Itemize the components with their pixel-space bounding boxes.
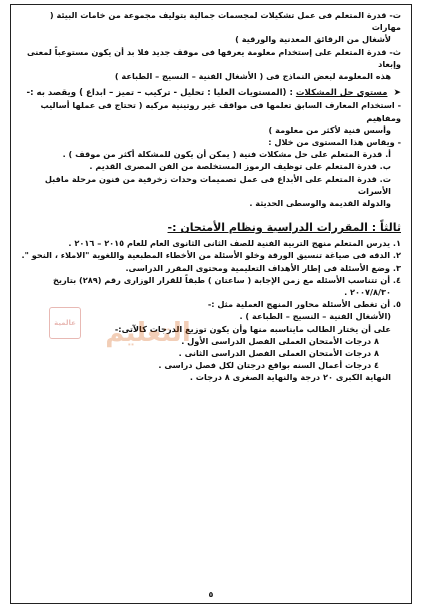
watermark-logo [49, 307, 81, 339]
section-title: ثالثاً : المقررات الدراسية ونظام الأمتحان :- [167, 221, 401, 235]
grade-item: ٨ درجات الأمتحان العملى الفصل الدراسى الأول . [181, 335, 379, 346]
numbered-item: ٢. الدقه فى صياغة تنسيق الورقة وخلو الأسئلة من الأخطاء المطبعية واللغوية "الاملاء ، النحو ". [21, 250, 401, 261]
paragraph-line: - استخدام المعارف السابق تعلمها فى مواقف غير روتينية مركبه ( تحتاج فى عملها أساليب ومفاهيم [40, 100, 401, 123]
numbered-item: ٤. أن تتناسب الأسئله مع زمن الإجابة ( ساعتان ) طبقاً للقرار الوزارى رقم (٢٨٩) بتاريخ [52, 274, 401, 285]
arrow-bullet-icon: ➤ [393, 88, 401, 99]
page-number: ٥ [208, 589, 214, 599]
paragraph-line: هذه المعلومة لبعض النماذج فى ( الأشغال الفنية – النسيج – الطباعة ) [114, 71, 391, 82]
list-item: ب. قدرة المتعلم على توظيف الرموز المستخلصة من الفن المصرى القديم . [89, 161, 391, 172]
list-item: أ. قدرة المتعلم على حل مشكلات فنية ( يمكن أن يكون للمشكلة أكثر من موقف ) . [62, 149, 391, 160]
paragraph-line: وأسس فنية لأكثر من معلومة ) [268, 124, 391, 135]
grade-item: ٨ درجات الأمتحان العملى الفصل الدراسى الثانى . [178, 348, 379, 359]
paragraph-line: ث- قدرة المتعلم على إستخدام معلومة يعرفها فى موقف جديد فلا بد أن يكون مستوعباً لمعنى وإبعاد [26, 46, 401, 69]
grade-item: ٤ درجات أعمال السنه بواقع درجتان لكل فصل دراسى . [158, 360, 379, 371]
heading-text: : (المستويات العليا : تحليل - تركيب – تميز – ابداع ) ويقصد به :- [26, 88, 293, 99]
paragraph-line: - ويقاس هذا المستوى من خلال : [268, 137, 401, 148]
paragraph-line: النهاية الكبرى ٢٠ درجة والنهاية الصغرى ٨ درجات . [189, 372, 391, 383]
list-item: والدولة القديمة والوسطى الحديثة . [249, 198, 391, 209]
problem-solving-heading [19, 87, 401, 99]
watermark-text: التعليم [105, 318, 191, 348]
watermark-logo-text: عالمية [54, 318, 76, 327]
heading-label: مستوى حل المشكلات [295, 88, 388, 99]
numbered-item-continued: ٢٠٠٧/٨/٣٠ . [344, 287, 391, 298]
numbered-item-continued: (الأشغال الفنية – النسيج – الطباعة ) . [239, 311, 391, 322]
paragraph-line: ت- قدرة المتعلم فى عمل تشكيلات لمجسمات جمالية بتوليف مجموعة من خامات البيئة ( مهارات [49, 10, 401, 33]
document-page [10, 4, 412, 604]
numbered-item: ٥. أن تغطى الأسئلة محاور المنهج العملية مثل :- [207, 299, 401, 310]
numbered-item: ٣. وضع الأسئلة فى إطار الأهداف التعليمية ومحتوى المقرر الدراسى. [125, 262, 401, 273]
list-item: ت. قدرة المتعلم على الأبداع فى عمل تصميمات وحدات زخرفية من فنون مرحلة ماقبل الأسرات [44, 173, 391, 196]
paragraph-line: لأشغال من الرقائق المعدنية والورقية ) [235, 34, 391, 45]
paragraph-line: على أن يختار الطالب مايناسبه منها وأن يكون توزيع الدرجات كالآتى:- [114, 323, 391, 334]
numbered-item: ١. يدرس المتعلم منهج التربية الفنية للصف الثانى الثانوى العام للعام ٢٠١٥ – ٢٠١٦ . [68, 238, 401, 249]
